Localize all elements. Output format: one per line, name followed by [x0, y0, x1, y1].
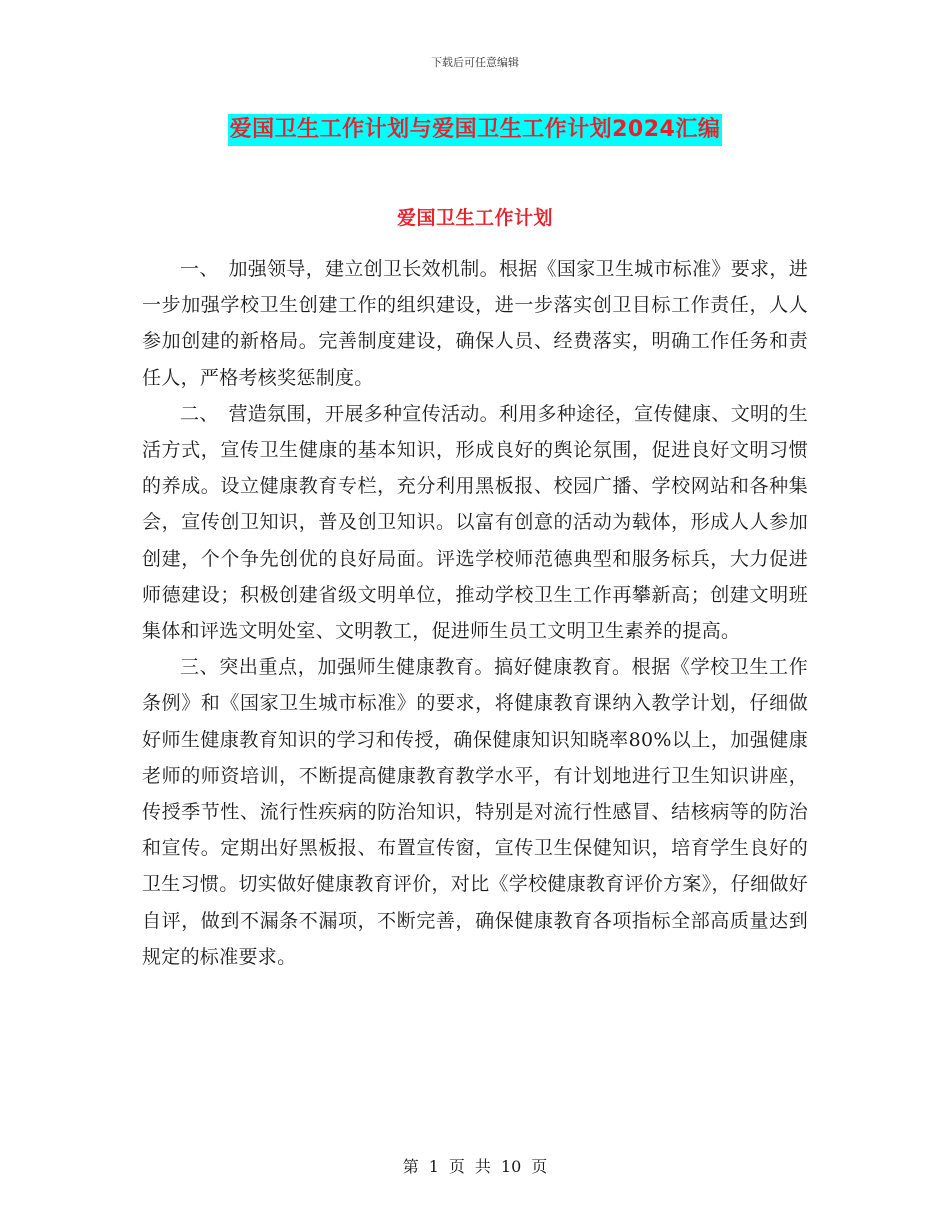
- paragraph-1: 一、 加强领导，建立创卫长效机制。根据《国家卫生城市标准》要求，进一步加强学校卫生创建工作的组织建设，进一步落实创卫目标工作责任，人人参加创建的新格局。完善制度建设，确保人员、经费落实，明确工作任务和责任人，严格考核奖惩制度。: [142, 258, 808, 389]
- footer-total-label: 共: [474, 1157, 491, 1176]
- document-body: [142, 251, 808, 975]
- paragraph-2: 二、 营造氛围，开展多种宣传活动。利用多种途径，宣传健康、文明的生活方式，宣传卫生健康的基本知识，形成良好的舆论氛围，促进良好文明习惯的养成。设立健康教育专栏，充分利用黑板报、校园广播、学校网站和各种集会，宣传创卫知识，普及创卫知识。以富有创意的活动为载体，形成人人参加创建，个个争先创优的良好局面。评选学校师范德典型和服务标兵，大力促进师德建设；积极创建省级文明单位，推动学校卫生工作再攀新高；创建文明班集体和评选文明处室、文明教工，促进师生员工文明卫生素养的提高。: [142, 402, 808, 643]
- footer-current-page: 1: [428, 1157, 439, 1176]
- footer-page-label: 页: [448, 1157, 465, 1176]
- footer-total-pages: 10: [500, 1157, 522, 1176]
- footer-prefix: 第: [402, 1157, 419, 1176]
- section-title: 爱国卫生工作计划: [396, 207, 553, 229]
- header-note: 下载后可任意编辑: [431, 56, 519, 69]
- document-title-container: [0, 114, 950, 146]
- paragraph-3: 三、突出重点，加强师生健康教育。搞好健康教育。根据《学校卫生工作条例》和《国家卫生城市标准》的要求，将健康教育课纳入教学计划，仔细做好师生健康教育知识的学习和传授，确保健康知识知晓率80%以上，加强健康老师的师资培训，不断提高健康教育教学水平，有计划地进行卫生知识讲座，传授季节性、流行性疾病的防治知识，特别是对流行性感冒、结核病等的防治和宣传。定期出好黑板报、布置宣传窗，宣传卫生保健知识，培育学生良好的卫生习惯。切实做好健康教育评价，对比《学校健康教育评价方案》，仔细做好自评，做到不漏条不漏项，不断完善，确保健康教育各项指标全部高质量达到规定的标准要求。: [142, 656, 809, 968]
- footer-suffix: 页: [531, 1157, 548, 1176]
- document-title: 爱国卫生工作计划与爱国卫生工作计划2024汇编: [228, 114, 723, 146]
- page-footer: [0, 1154, 950, 1177]
